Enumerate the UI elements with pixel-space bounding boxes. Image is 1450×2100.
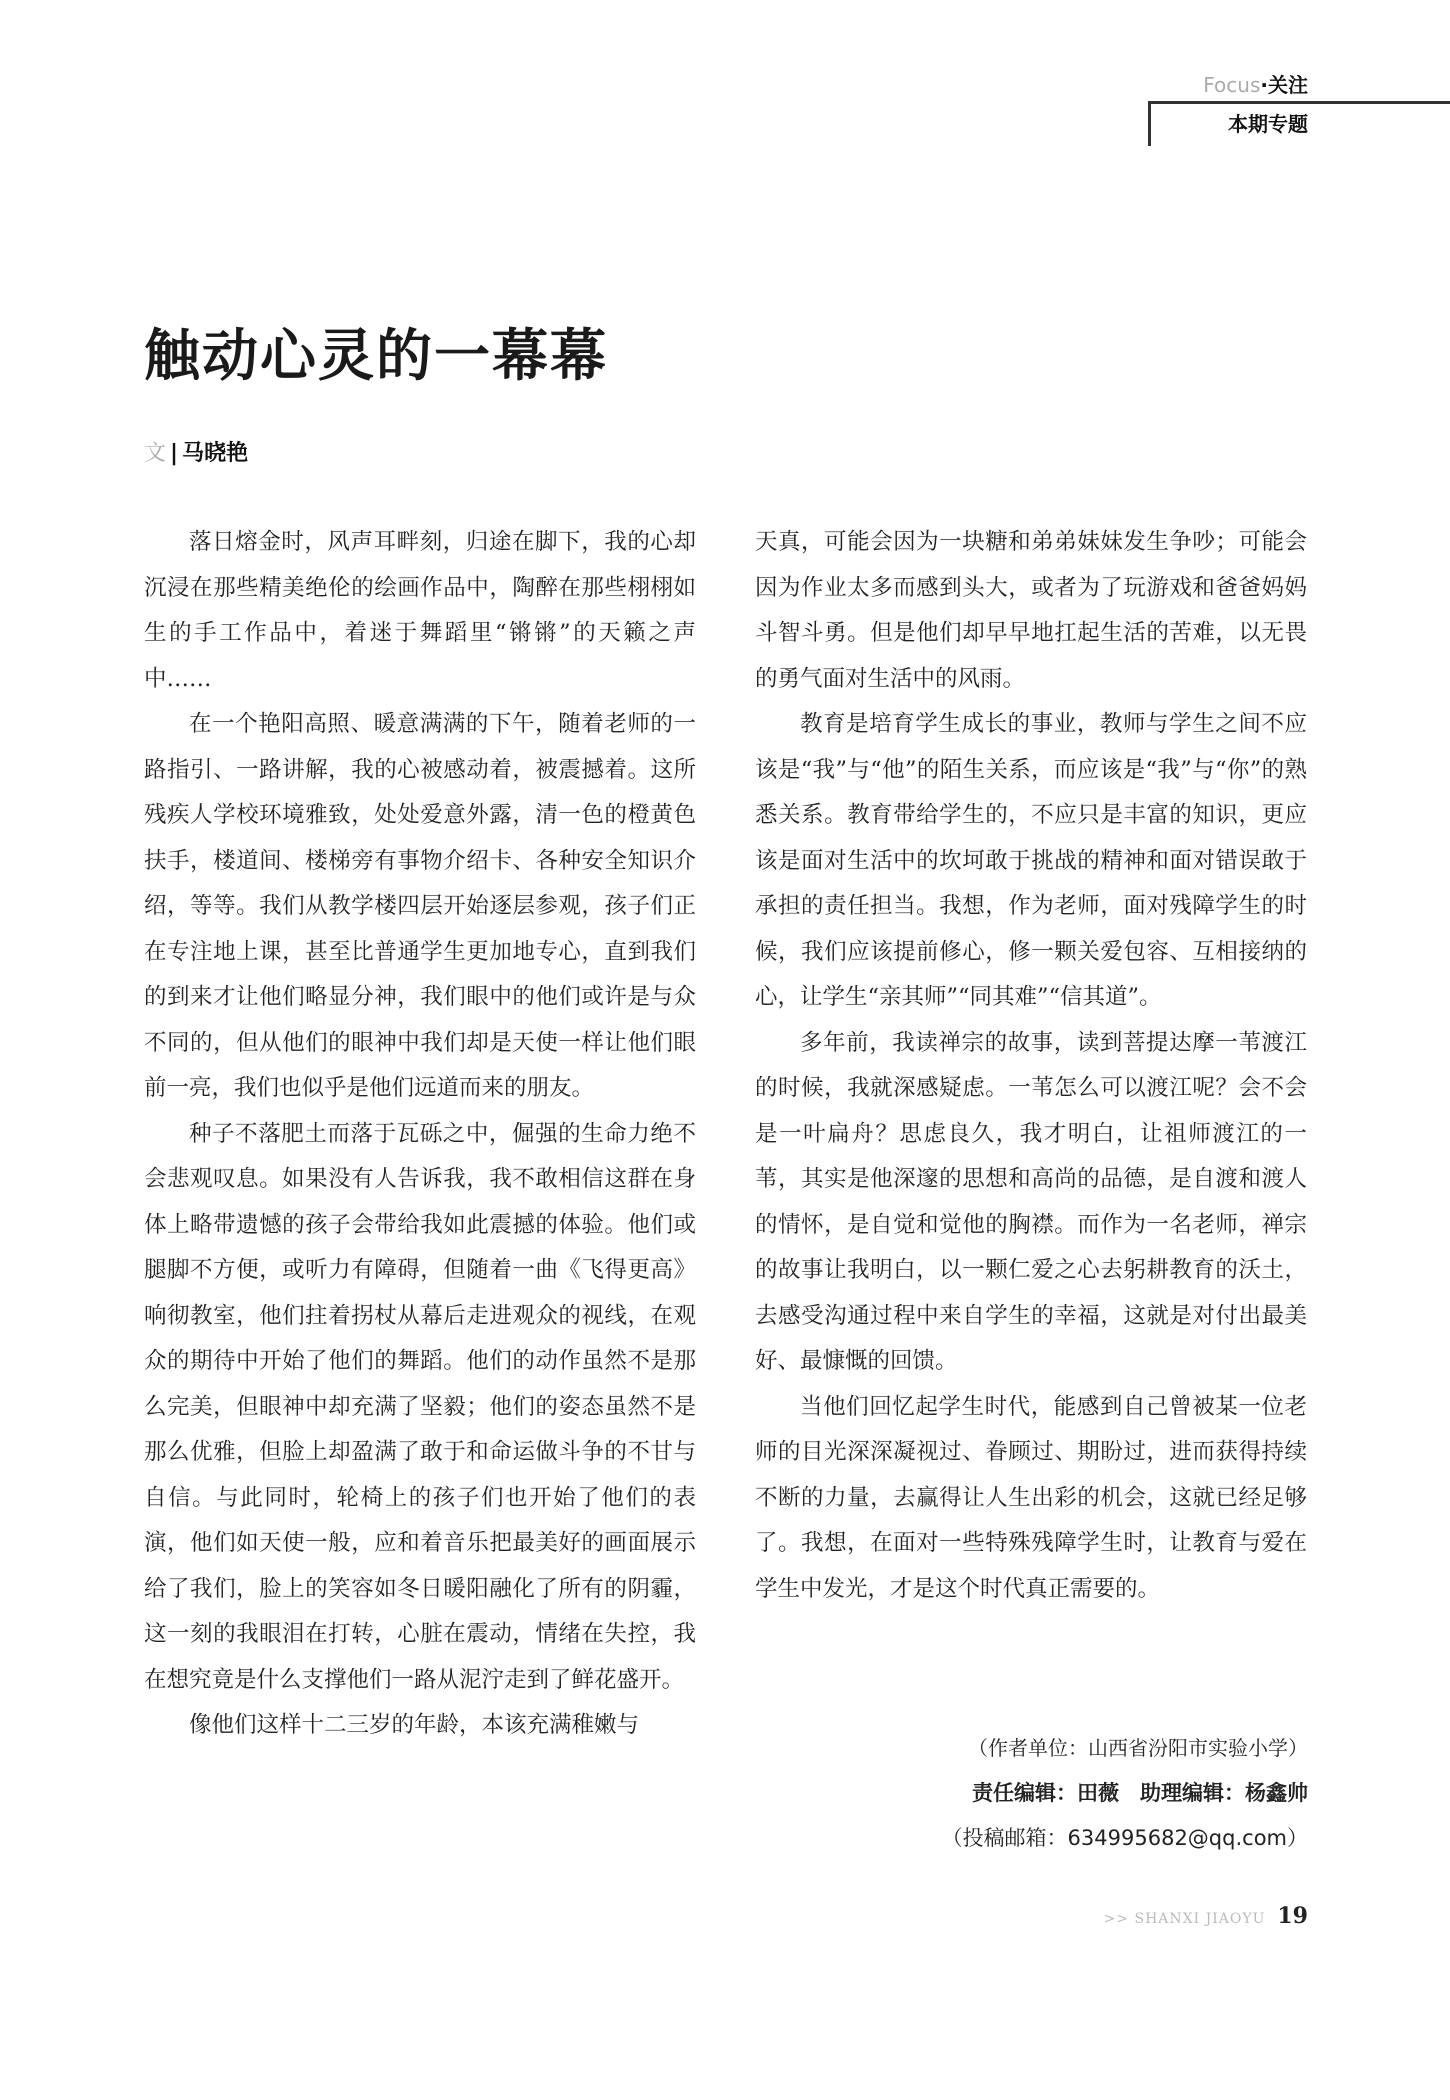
paragraph: 教育是培育学生成长的事业，教师与学生之间不应该是“我”与“他”的陌生关系，而应该是“我”与“你”的熟悉关系。教育带给学生的，不应只是丰富的知识，更应该是面对生活中的坎坷敢于挑战的精神和面对错误敢于承担的责任担当。我想，作为老师，面对残障学生的时候，我们应该提前修心，修一颗关爱包容、互相接纳的心，让学生“亲其师”“同其难”“信其道”。 [755,711,1307,1010]
submission-email: （投稿邮箱：634995682@qq.com） [941,1826,1308,1850]
editor-credits: 责任编辑：田薇 助理编辑：杨鑫帅 [972,1781,1308,1805]
paragraph-continued: 天真，可能会因为一块糖和弟弟妹妹发生争吵；可能会因为作业太多而感到头大，或者为了玩游戏和爸爸妈妈斗智斗勇。但是他们却早早地扛起生活的苦难，以无畏的勇气面对生活中的风雨。 [755,529,1307,692]
focus-label: Focus [1203,73,1261,97]
paragraph: 多年前，我读禅宗的故事，读到菩提达摩一苇渡江的时候，我就深感疑虑。一苇怎么可以渡江呢？会不会是一叶扁舟？思虑良久，我才明白，让祖师渡江的一苇，其实是他深邃的思想和高尚的品德，是自渡和渡人的情怀，是自觉和觉他的胸襟。而作为一名老师，禅宗的故事让我明白，以一颗仁爱之心去躬耕教育的沃土，去感受沟通过程中来自学生的幸福，这就是对付出最美好、最慷慨的回馈。 [755,1029,1307,1374]
subsection-label: 本期专题 [1228,112,1308,136]
header-vertical-rule [1148,101,1151,146]
section-name: ·关注 [1260,73,1308,97]
right-column [755,520,1307,1612]
author-name: 马晓艳 [182,441,249,466]
paragraph: 种子不落肥土而落于瓦砾之中，倔强的生命力绝不会悲观叹息。如果没有人告诉我，我不敢相信这群在身体上略带遗憾的孩子会带给我如此震撼的体验。他们或腿脚不方便，或听力有障碍，但随着一曲《飞得更高》响彻教室，他们拄着拐杖从幕后走进观众的视线，在观众的期待中开始了他们的舞蹈。他们的动作虽然不是那么完美，但眼神中却充满了坚毅；他们的姿态虽然不是那么优雅，但脸上却盈满了敢于和命运做斗争的不甘与自信。与此同时，轮椅上的孩子们也开始了他们的表演，他们如天使一般，应和着音乐把最美好的画面展示给了我们，脸上的笑容如冬日暖阳融化了所有的阴霾，这一刻的我眼泪在打转，心脏在震动，情绪在失控，我在想究竟是什么支撑他们一路从泥泞走到了鲜花盛开。 [144,1120,696,1693]
header-rule [1148,101,1450,104]
section-label [1148,70,1450,100]
paragraph: 在一个艳阳高照、暖意满满的下午，随着老师的一路指引、一路讲解，我的心被感动着，被震撼着。这所残疾人学校环境雅致，处处爱意外露，清一色的橙黄色扶手，楼道间、楼梯旁有事物介绍卡、各种安全知识介绍，等等。我们从教学楼四层开始逐层参观，孩子们正在专注地上课，甚至比普通学生更加地专心，直到我们的到来才让他们略显分神，我们眼中的他们或许是与众不同的，但从他们的眼神中我们却是天使一样让他们眼前一亮，我们也似乎是他们远道而来的朋友。 [144,711,696,1101]
article-footer [942,1726,1308,1861]
page-number: 19 [1277,1903,1308,1929]
section-header [1148,70,1450,150]
author-affiliation: （作者单位：山西省汾阳市实验小学） [968,1736,1308,1760]
byline-separator: | [170,441,179,466]
paragraph: 像他们这样十二三岁的年龄，本该充满稚嫩与 [189,1712,640,1738]
page-footer [1104,1903,1308,1929]
byline-prefix: 文 [144,441,167,466]
magazine-name: >> SHANXI JIAOYU [1103,1911,1266,1927]
paragraph: 落日熔金时，风声耳畔刻，归途在脚下，我的心却沉浸在那些精美绝伦的绘画作品中，陶醉在那些栩栩如生的手工作品中，着迷于舞蹈里“锵锵”的天籁之声中…… [144,529,696,692]
left-column [144,520,696,1749]
paragraph: 当他们回忆起学生时代，能感到自己曾被某一位老师的目光深深凝视过、眷顾过、期盼过，进而获得持续不断的力量，去赢得让人生出彩的机会，这就已经足够了。我想，在面对一些特殊残障学生时，让教育与爱在学生中发光，才是这个时代真正需要的。 [755,1393,1307,1602]
article-title: 触动心灵的一幕幕 [144,324,608,389]
byline [144,436,248,467]
